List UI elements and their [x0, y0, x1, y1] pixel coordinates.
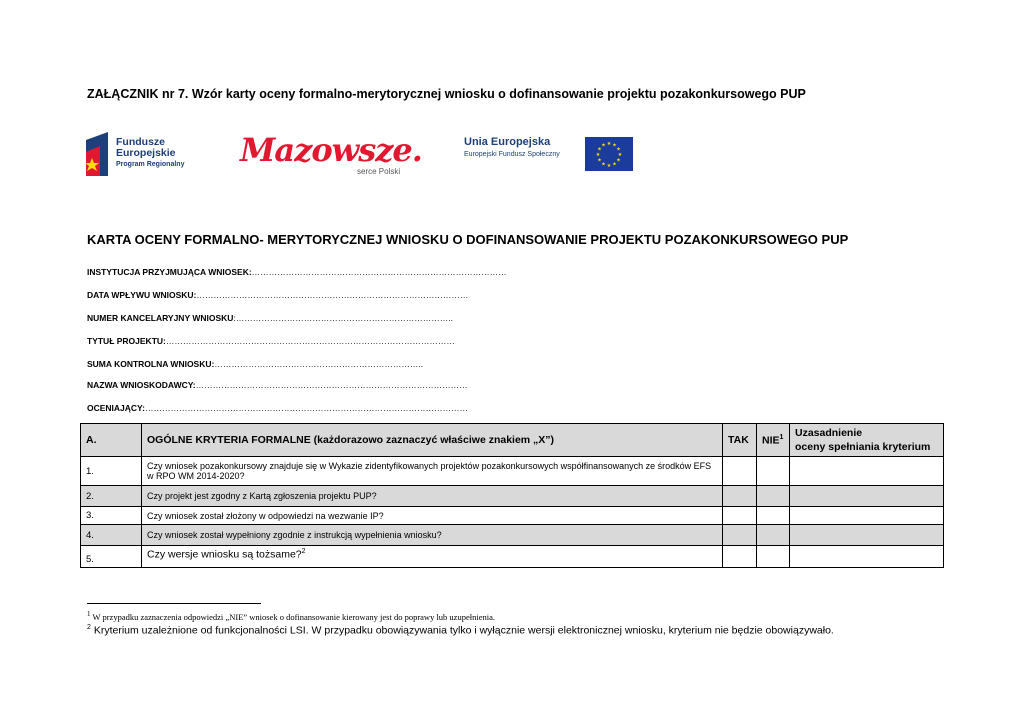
justification-cell[interactable]	[790, 507, 944, 525]
eu-star-icon: ★	[617, 152, 623, 158]
nie-cell[interactable]	[757, 546, 790, 568]
nie-cell[interactable]	[757, 486, 790, 507]
header-section: A.	[81, 424, 142, 457]
field-evaluator: OCENIAJĄCY:……………………………………………………………………………………………………	[87, 403, 468, 413]
tak-cell[interactable]	[723, 457, 757, 486]
mazowsze-wordmark: Mazowsze.	[240, 131, 422, 169]
row-number: 4.	[81, 525, 142, 546]
footnote-separator	[87, 603, 261, 604]
eu-star-icon: ★	[606, 141, 612, 147]
eu-star-icon: ★	[616, 157, 621, 164]
footnote-2: $^2$ Kryterium uzależnione od funkcjonalności LSI. W przypadku obowiązywania tylko i wyłącznie wersji elektronicznej wniosku, kryterium nie będzie obowiązywało.	[87, 624, 834, 637]
row-question: Czy wniosek został złożony w odpowiedzi na wezwanie IP?	[142, 507, 723, 525]
tak-cell[interactable]	[723, 486, 757, 507]
justification-cell[interactable]	[790, 486, 944, 507]
table-row	[81, 525, 944, 546]
table-row	[81, 457, 944, 486]
eu-star-icon: ★	[612, 142, 617, 149]
header-justification: Uzasadnienie oceny spełniania kryterium	[790, 424, 944, 457]
row-number: 5.	[81, 546, 142, 568]
eu-star-icon: ★	[597, 157, 602, 164]
tak-cell[interactable]	[723, 546, 757, 568]
eu-star-icon: ★	[606, 163, 612, 169]
justification-cell[interactable]	[790, 457, 944, 486]
fe-subtitle: Program Regionalny	[116, 161, 185, 168]
nie-cell[interactable]	[757, 457, 790, 486]
row-question: Czy projekt jest zgodny z Kartą zgłoszenia projektu PUP?	[142, 486, 723, 507]
table-header-row	[81, 424, 944, 457]
header-tak: TAK	[723, 424, 757, 457]
table-row	[81, 486, 944, 507]
unia-europejska-logo	[464, 136, 560, 158]
ue-title: Unia Europejska	[464, 136, 551, 148]
footnote-1: $^1$ W przypadku zaznaczenia odpowiedzi „NIE” wniosek o dofinansowanie kierowany jest do poprawy lub uzupełnienia.	[87, 610, 495, 622]
eu-star-icon: ★	[616, 146, 621, 153]
eu-star-icon: ★	[601, 142, 606, 149]
field-receipt-date: DATA WPŁYWU WNIOSKU:……………………………………………………………………………………	[87, 290, 469, 300]
mazowsze-subtitle: serce Polski	[357, 167, 401, 176]
justification-cell[interactable]	[790, 525, 944, 546]
justification-cell[interactable]	[790, 546, 944, 568]
header-criteria: OGÓLNE KRYTERIA FORMALNE (każdorazowo zaznaczyć właściwe znakiem „X”)	[142, 424, 723, 457]
mazowsze-logo	[240, 131, 422, 176]
criteria-table	[80, 423, 944, 568]
eu-star-icon: ★	[601, 161, 606, 168]
document-title: KARTA OCENY FORMALNO- MERYTORYCZNEJ WNIOSKU O DOFINANSOWANIE PROJEKTU POZAKONKURSOWEGO PUP	[87, 232, 849, 247]
eu-star-icon: ★	[597, 146, 602, 153]
logo-bar	[86, 130, 634, 178]
fe-star-icon	[86, 132, 114, 176]
fe-line1: Fundusze	[116, 136, 165, 148]
row-number: 1.	[81, 457, 142, 486]
eu-flag-icon	[585, 137, 633, 171]
fe-line2: Europejskie	[116, 147, 176, 159]
eu-star-icon: ★	[595, 152, 601, 158]
table-row	[81, 507, 944, 525]
field-project-title: TYTUŁ PROJEKTU:…………………………………………………………………………………………	[87, 336, 455, 346]
nie-cell[interactable]	[757, 525, 790, 546]
field-institution: INSTYTUCJA PRZYJMUJĄCA WNIOSEK:………………………………………………………………………………	[87, 267, 507, 277]
row-question: Czy wersje wniosku są tożsame?$^2$	[142, 546, 723, 568]
field-applicant: NAZWA WNIOSKODAWCY:……………………………………………………………………………………	[87, 380, 468, 390]
table-row	[81, 546, 944, 568]
fundusze-europejskie-logo	[86, 130, 196, 178]
row-number: 2.	[81, 486, 142, 507]
tak-cell[interactable]	[723, 525, 757, 546]
row-question: Czy wniosek pozakonkursowy znajduje się w Wykazie zidentyfikowanych projektów pozakonkursowych współfinansowanych ze środków EFS w RPO WM 2014-2020?	[142, 457, 723, 486]
header-nie: NIE$^1$	[757, 424, 790, 457]
tak-cell[interactable]	[723, 507, 757, 525]
ue-subtitle: Europejski Fundusz Społeczny	[464, 151, 560, 158]
nie-cell[interactable]	[757, 507, 790, 525]
field-office-number: NUMER KANCELARYJNY WNIOSKU:…………………………………………………………………..	[87, 313, 453, 323]
row-number: 3.	[81, 507, 142, 525]
eu-star-icon: ★	[612, 161, 617, 168]
row-question: Czy wniosek został wypełniony zgodnie z instrukcją wypełnienia wniosku?	[142, 525, 723, 546]
field-checksum: SUMA KONTROLNA WNIOSKU:………………………………………………………………..	[87, 359, 424, 369]
attachment-title: ZAŁĄCZNIK nr 7. Wzór karty oceny formalno-merytorycznej wniosku o dofinansowanie projektu pozakonkursowego PUP	[87, 87, 806, 101]
